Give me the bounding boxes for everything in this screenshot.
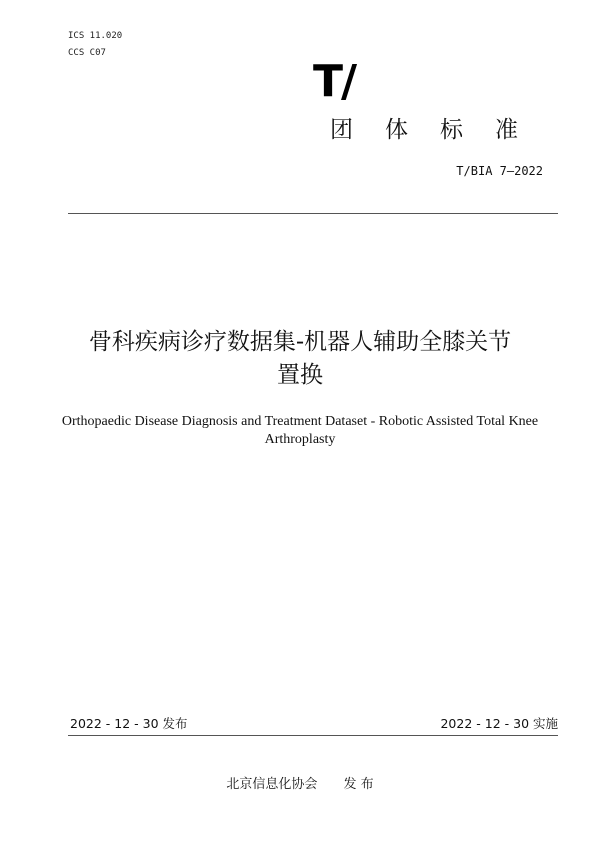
publisher-name: 北京信息化协会	[226, 777, 318, 792]
standard-number: T/BIA 7—2022	[456, 164, 543, 178]
document-title-en	[40, 413, 560, 449]
implementation-date: 2022 - 12 - 30 实施	[440, 716, 558, 731]
issue-date: 2022 - 12 - 30 发布	[70, 716, 188, 731]
title-zh-line2: 置换	[277, 362, 323, 388]
title-en-line1: Orthopaedic Disease Diagnosis and Treatment Dataset - Robotic Assisted Total Knee	[61, 414, 539, 429]
title-en-line2: Arthroplasty	[264, 432, 336, 447]
publisher-action: 发 布	[343, 777, 374, 792]
title-zh-line1: 骨科疾病诊疗数据集-机器人辅助全膝关节	[88, 329, 512, 355]
footer-divider	[68, 735, 558, 736]
standard-type-heading: 团体标准	[330, 117, 550, 143]
publisher-line	[0, 776, 600, 794]
classification-codes	[68, 28, 122, 62]
group-standard-logo: T/	[313, 56, 356, 107]
ccs-code: CCS C07	[68, 48, 106, 58]
header-divider	[68, 213, 558, 214]
document-title-zh	[40, 326, 560, 392]
ics-code: ICS 11.020	[68, 31, 123, 41]
